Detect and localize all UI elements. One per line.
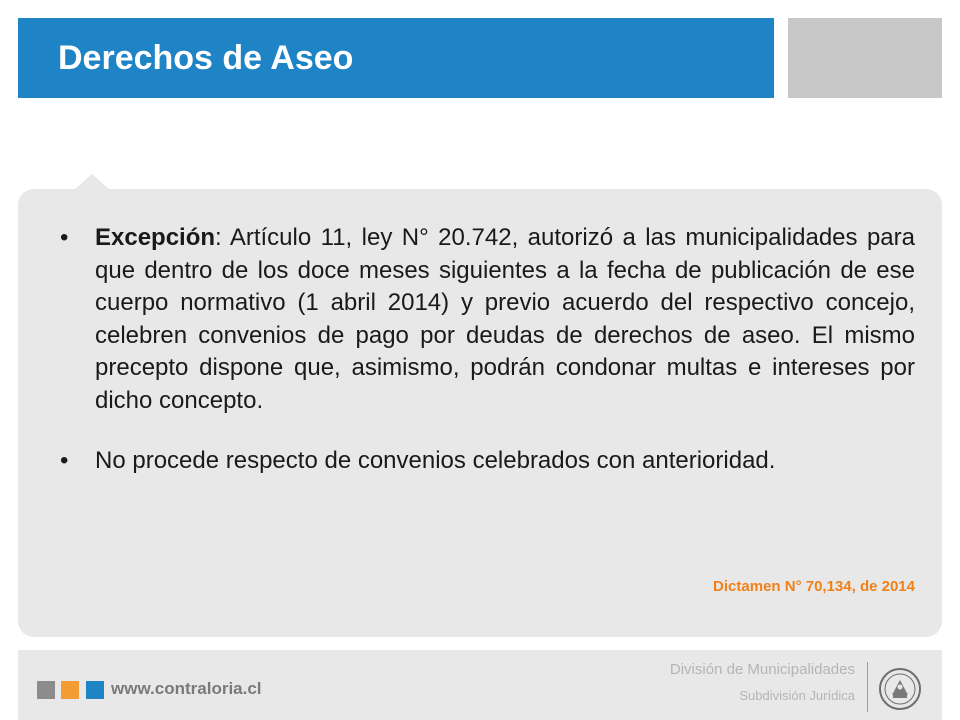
website-link[interactable]: www.contraloria.cl: [111, 679, 262, 698]
blue-square-icon: [86, 681, 104, 699]
bullet-item-exception: [60, 222, 915, 417]
title-bar: [18, 18, 774, 98]
bullet-text: : Artículo 11, ley N° 20.742, autorizó a las municipalidades para que dentro de los doce meses siguientes a la fecha de publicación de ese cuerpo normativo (1 abril 2014) y previo acuerdo del respectivo concejo, celebren convenios de pago por deudas de derechos de aseo. El mismo precepto dispone que, asimismo, podrán condonar multas e intereses por dicho concepto.: [95, 224, 915, 414]
gray-square-icon: [37, 681, 55, 699]
citation: Dictamen N° 70,134, de 2014: [713, 578, 915, 595]
slide-title: Derechos de Aseo: [58, 38, 354, 77]
bullet-term: Excepción: [95, 224, 216, 251]
panel-pointer: [74, 174, 110, 190]
bullet-text: No procede respecto de convenios celebrados con anterioridad.: [95, 447, 776, 474]
institution-seal-icon: [878, 667, 922, 711]
subdivision-name: Subdivisión Jurídica: [739, 688, 855, 703]
division-name: División de Municipalidades: [669, 661, 855, 678]
header-gray-block: [788, 18, 942, 98]
bullet-list: [60, 222, 915, 478]
bullet-dot: •: [60, 224, 69, 251]
bullet-item-not-applicable: [60, 445, 915, 478]
footer-divider: [867, 662, 868, 712]
bullet-dot: •: [60, 447, 69, 474]
orange-square-icon: [61, 681, 79, 699]
